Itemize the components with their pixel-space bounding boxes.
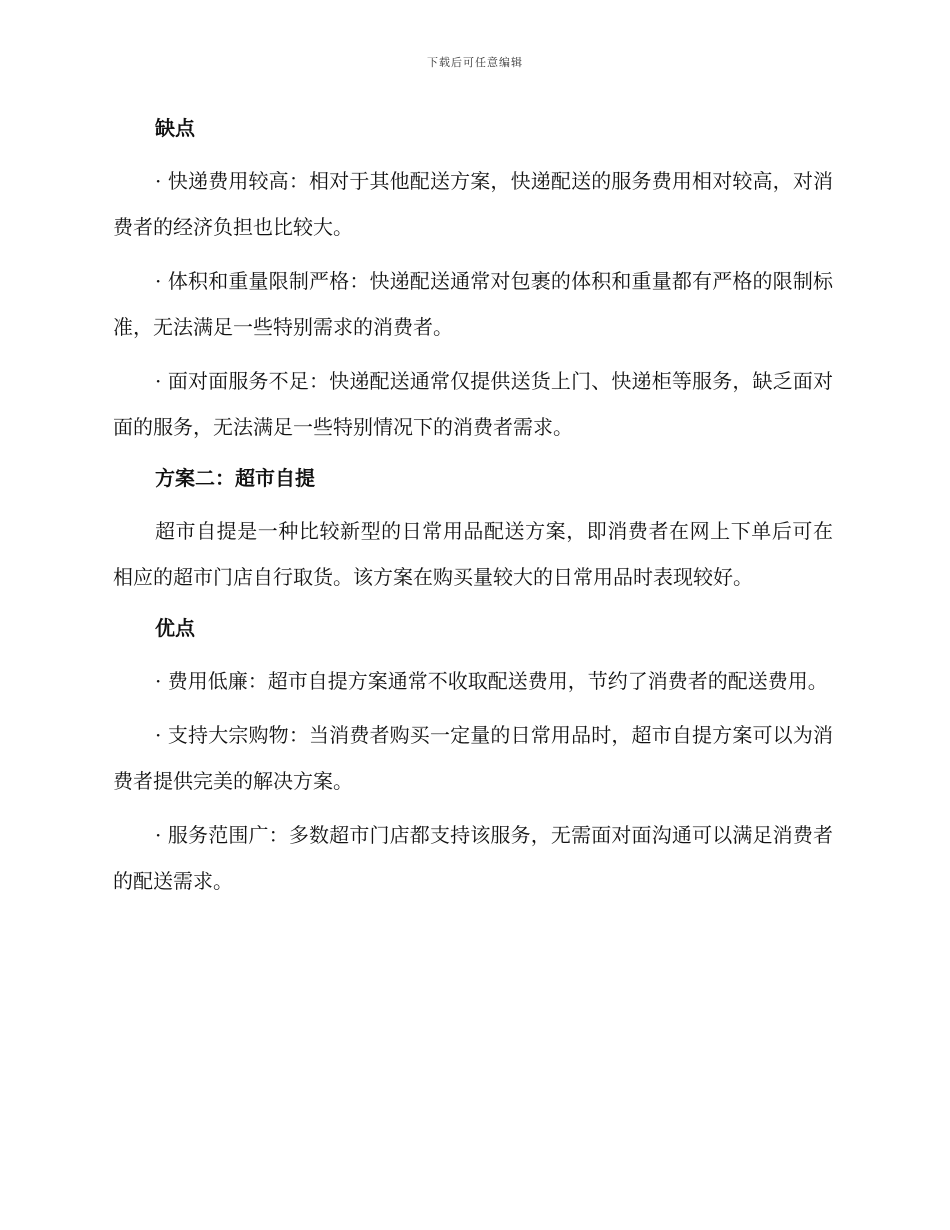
section-heading-cons: 缺点	[155, 116, 195, 140]
cons-item-2: · 体积和重量限制严格：快递配送通常对包裹的体积和重量都有严格的限制标准，无法满足一些特别需求的消费者。	[113, 269, 833, 339]
document-body	[113, 108, 833, 904]
section-heading-plan2: 方案二：超市自提	[155, 466, 315, 490]
plan2-intro: 超市自提是一种比较新型的日常用品配送方案，即消费者在网上下单后可在相应的超市门店自行取货。该方案在购买量较大的日常用品时表现较好。	[113, 519, 833, 589]
pros-item-1: · 费用低廉：超市自提方案通常不收取配送费用，节约了消费者的配送费用。	[155, 669, 828, 693]
cons-item-3: · 面对面服务不足：快递配送通常仅提供送货上门、快递柜等服务，缺乏面对面的服务，无法满足一些特别情况下的消费者需求。	[113, 369, 833, 439]
pros-item-3: · 服务范围广：多数超市门店都支持该服务，无需面对面沟通可以满足消费者的配送需求。	[113, 823, 833, 893]
pros-item-2: · 支持大宗购物：当消费者购买一定量的日常用品时，超市自提方案可以为消费者提供完美的解决方案。	[113, 723, 833, 793]
section-heading-pros: 优点	[155, 616, 195, 640]
cons-item-1: · 快递费用较高：相对于其他配送方案，快递配送的服务费用相对较高，对消费者的经济负担也比较大。	[113, 169, 833, 239]
page-header: 下载后可任意编辑	[427, 56, 523, 69]
